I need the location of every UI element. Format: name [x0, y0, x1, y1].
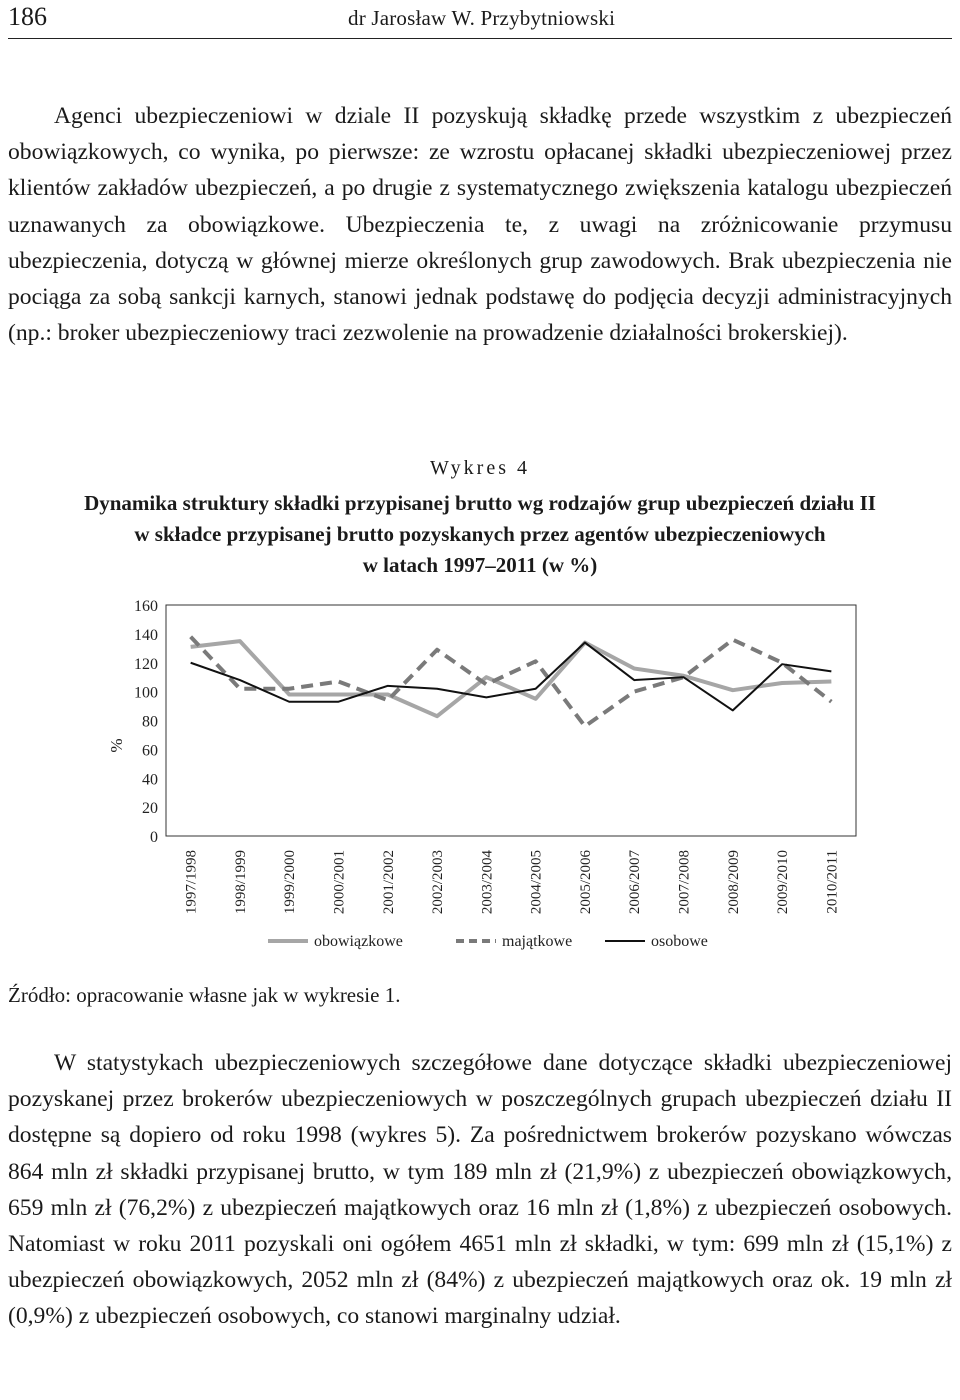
y-tick-label: 40	[142, 771, 158, 789]
figure-title-line-1: Dynamika struktury składki przypisanej brutto wg rodzajów grup ubezpieczeń działu II	[84, 491, 876, 515]
y-tick-label: 60	[142, 742, 158, 760]
line-chart	[0, 580, 960, 970]
x-tick-label: 2002/2003	[430, 850, 447, 915]
figure-title-line-3: w latach 1997–2011 (w %)	[362, 553, 598, 577]
series-line-majątkowe	[191, 637, 832, 727]
paragraph-2-text: W statystykach ubezpieczeniowych szczegółowe dane dotyczące składki ubezpieczeniowej pozyskanej przez brokerów ubezpieczeniowych w poszczególnych grupach ubezpieczeń działu II dostępne są dopiero od roku 1998 (wykres 5). Za pośrednictwem brokerów pozyskano wówczas 864 mln zł składki przypisanej brutto, w tym 189 mln zł (21,9%) z ubezpieczeń obowiązkowych, 659 mln zł (76,2%) z ubezpieczeń majątkowych oraz 16 mln zł (1,8%) z ubezpieczeń osobowych. Natomiast w roku 2011 pozyskali oni ogółem 4651 mln zł składki, w tym: 699 mln zł (15,1%) z ubezpieczeń obowiązkowych, 2052 mln zł (84%) z ubezpieczeń majątkowych oraz ok. 19 mln zł (0,9%) z ubezpieczeń osobowych, co stanowi marginalny udział.	[8, 1050, 952, 1330]
x-tick-label: 2000/2001	[331, 850, 348, 915]
x-tick-label: 2010/2011	[824, 850, 841, 914]
x-tick-label: 2005/2006	[577, 850, 594, 915]
x-tick-label: 1997/1998	[183, 850, 200, 915]
plot-frame	[166, 605, 856, 836]
page-number: 186	[8, 2, 47, 31]
legend-label: majątkowe	[502, 933, 573, 950]
y-tick-label: 20	[142, 800, 158, 818]
figure-label: Wykres 4	[430, 457, 530, 479]
paragraph-2	[8, 1045, 952, 1335]
x-tick-label: 2008/2009	[725, 850, 742, 915]
figure-title-line-2: w składce przypisanej brutto pozyskanych przez agentów ubezpieczeniowych	[134, 522, 826, 546]
x-tick-label: 2006/2007	[627, 850, 644, 915]
x-tick-label: 2003/2004	[479, 850, 496, 915]
x-tick-label: 2009/2010	[775, 850, 792, 915]
y-axis-label: %	[107, 738, 126, 753]
series-line-obowiązkowe	[191, 641, 832, 716]
y-tick-label: 0	[150, 829, 158, 846]
paragraph-1-text: Agenci ubezpieczeniowi w dziale II pozyskują składkę przede wszystkim z ubezpieczeń obowiązkowych, co wynika, po pierwsze: ze wzrostu opłacanej składki ubezpieczeniowej przez klientów zakładów ubezpieczeń, a po drugie z systematycznego zwiększenia katalogu ubezpieczeń uznawanych za obowiązkowe. Ubezpieczenia te, z uwagi na zróżnicowanie przymusu ubezpieczenia, dotyczą w głównej mierze określonych grup zawodowych. Brak ubezpieczenia nie pociąga za sobą sankcji karnych, stanowi jednak podstawę do podjęcia decyzji administracyjnych (np.: broker ubezpieczeniowy traci zezwolenie na prowadzenie działalności brokerskiej).	[8, 103, 952, 347]
x-tick-label: 1998/1999	[232, 850, 249, 915]
y-tick-label: 120	[134, 655, 158, 673]
x-tick-label: 1999/2000	[282, 850, 299, 915]
running-head: dr Jarosław W. Przybytniowski	[348, 6, 616, 30]
y-tick-label: 160	[134, 598, 158, 615]
legend-label: obowiązkowe	[314, 933, 403, 950]
legend-label: osobowe	[651, 933, 708, 950]
x-tick-label: 2004/2005	[528, 850, 545, 915]
y-tick-label: 100	[134, 684, 158, 702]
series-line-osobowe	[191, 643, 832, 711]
x-tick-label: 2001/2002	[380, 850, 397, 915]
paragraph-1	[8, 98, 952, 351]
y-tick-label: 80	[142, 713, 158, 731]
y-tick-label: 140	[134, 626, 158, 644]
page-header	[8, 0, 952, 39]
figure-source: Źródło: opracowanie własne jak w wykresie 1.	[8, 983, 401, 1007]
figure-title	[10, 488, 950, 581]
x-tick-label: 2007/2008	[676, 850, 693, 915]
